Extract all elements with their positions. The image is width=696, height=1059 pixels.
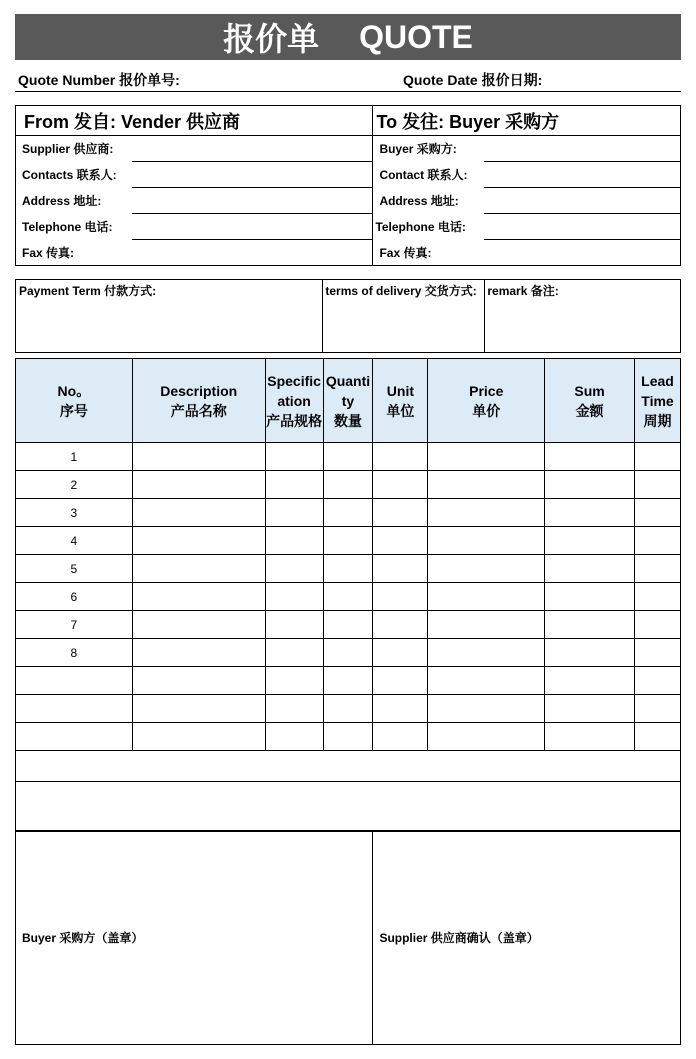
to-fax-input[interactable] (484, 240, 681, 266)
buyer-input[interactable] (484, 136, 681, 162)
item-cell[interactable] (323, 443, 373, 471)
party-table (15, 105, 681, 266)
item-cell[interactable] (265, 723, 323, 751)
item-cell[interactable] (634, 555, 680, 583)
item-cell[interactable] (373, 723, 428, 751)
table-row (16, 611, 681, 639)
col-quantity: Quantity 数量 (323, 359, 373, 443)
item-cell[interactable] (265, 639, 323, 667)
item-cell[interactable] (428, 471, 545, 499)
to-heading: To 发往: Buyer 采购方 (373, 106, 681, 136)
items-body (16, 443, 681, 751)
item-cell[interactable] (265, 583, 323, 611)
row-number-cell: 6 (16, 583, 133, 611)
table-row (16, 527, 681, 555)
row-number-cell: 3 (16, 499, 133, 527)
item-cell[interactable] (265, 555, 323, 583)
row-number-cell: 7 (16, 611, 133, 639)
item-cell[interactable] (634, 639, 680, 667)
item-cell[interactable] (545, 499, 635, 527)
item-cell[interactable] (265, 611, 323, 639)
item-cell[interactable] (545, 667, 635, 695)
item-cell[interactable] (545, 555, 635, 583)
item-cell[interactable] (132, 583, 265, 611)
item-cell[interactable] (428, 695, 545, 723)
terms-table (15, 279, 681, 353)
supplier-input[interactable] (132, 136, 373, 162)
item-cell[interactable] (545, 583, 635, 611)
signature-table (15, 830, 681, 1045)
item-cell[interactable] (545, 471, 635, 499)
delivery-term-cell[interactable] (323, 280, 485, 353)
item-cell[interactable] (373, 695, 428, 723)
item-cell[interactable] (634, 695, 680, 723)
to-telephone-input[interactable] (484, 214, 681, 240)
total-row[interactable] (16, 751, 681, 782)
item-cell[interactable] (545, 527, 635, 555)
item-cell[interactable] (428, 583, 545, 611)
item-cell[interactable] (323, 555, 373, 583)
to-field-fax: Fax 传真: (373, 240, 484, 266)
item-cell[interactable] (132, 639, 265, 667)
item-cell[interactable] (323, 527, 373, 555)
item-cell[interactable] (428, 499, 545, 527)
item-cell[interactable] (373, 611, 428, 639)
item-cell[interactable] (323, 667, 373, 695)
col-lead-time: Lead Time 周期 (634, 359, 680, 443)
from-telephone-input[interactable] (132, 214, 373, 240)
from-fax-input[interactable] (132, 240, 373, 266)
item-cell[interactable] (132, 723, 265, 751)
item-cell[interactable] (373, 583, 428, 611)
table-row (16, 583, 681, 611)
delivery-term-label: terms of delivery 交货方式: (325, 284, 477, 298)
item-cell[interactable] (132, 667, 265, 695)
from-field-fax: Fax 传真: (16, 240, 133, 266)
item-cell[interactable] (428, 723, 545, 751)
col-no: No。 序号 (16, 359, 133, 443)
item-cell[interactable] (373, 471, 428, 499)
item-cell[interactable] (634, 667, 680, 695)
from-heading: From 发自: Vender 供应商 (16, 106, 373, 136)
item-cell[interactable] (323, 471, 373, 499)
item-cell[interactable] (428, 639, 545, 667)
quote-header-line (15, 66, 681, 92)
item-cell[interactable] (634, 471, 680, 499)
item-cell[interactable] (373, 499, 428, 527)
item-cell[interactable] (265, 471, 323, 499)
from-field-contacts: Contacts 联系人: (16, 162, 133, 188)
row-number-cell (16, 667, 133, 695)
item-cell[interactable] (428, 555, 545, 583)
to-field-buyer: Buyer 采购方: (373, 136, 484, 162)
title-en: QUOTE (359, 18, 473, 55)
item-cell[interactable] (428, 527, 545, 555)
item-cell[interactable] (634, 499, 680, 527)
col-price: Price 单价 (428, 359, 545, 443)
to-address-input[interactable] (484, 188, 681, 214)
item-cell[interactable] (373, 555, 428, 583)
item-cell[interactable] (265, 695, 323, 723)
summary-table (15, 750, 681, 832)
item-cell[interactable] (373, 443, 428, 471)
supplier-stamp-label: Supplier 供应商确认（盖章） (379, 931, 539, 945)
item-cell[interactable] (323, 723, 373, 751)
table-row (16, 695, 681, 723)
item-cell[interactable] (545, 723, 635, 751)
row-number-cell (16, 723, 133, 751)
row-number-cell: 2 (16, 471, 133, 499)
item-cell[interactable] (265, 527, 323, 555)
table-row (16, 639, 681, 667)
item-cell[interactable] (634, 611, 680, 639)
item-cell[interactable] (265, 667, 323, 695)
quote-date-label: Quote Date 报价日期: (403, 72, 543, 88)
item-cell[interactable] (634, 723, 680, 751)
item-cell[interactable] (132, 471, 265, 499)
buyer-stamp-cell[interactable] (16, 831, 373, 1045)
table-row (16, 555, 681, 583)
item-cell[interactable] (323, 695, 373, 723)
item-cell[interactable] (132, 499, 265, 527)
to-contact-input[interactable] (484, 162, 681, 188)
col-description: Description 产品名称 (132, 359, 265, 443)
table-row (16, 471, 681, 499)
item-cell[interactable] (265, 443, 323, 471)
remark-label: remark 备注: (487, 284, 559, 298)
item-cell[interactable] (634, 583, 680, 611)
table-row (16, 499, 681, 527)
from-field-telephone: Telephone 电话: (16, 214, 133, 240)
title-cn: 报价单 (223, 21, 320, 57)
row-number-cell: 1 (16, 443, 133, 471)
item-cell[interactable] (634, 443, 680, 471)
item-cell[interactable] (545, 639, 635, 667)
supplier-stamp-cell[interactable] (373, 831, 681, 1045)
row-number-cell (16, 695, 133, 723)
item-cell[interactable] (323, 499, 373, 527)
payment-term-cell[interactable] (16, 280, 323, 353)
item-cell[interactable] (265, 499, 323, 527)
item-cell[interactable] (132, 527, 265, 555)
to-field-telephone: Telephone 电话: (373, 214, 484, 240)
buyer-stamp-label: Buyer 采购方（盖章） (22, 931, 144, 945)
row-number-cell: 5 (16, 555, 133, 583)
table-row (16, 723, 681, 751)
item-cell[interactable] (545, 611, 635, 639)
notes-row[interactable] (16, 782, 681, 832)
item-cell[interactable] (545, 443, 635, 471)
col-unit: Unit 单位 (373, 359, 428, 443)
item-cell[interactable] (132, 555, 265, 583)
items-header-row (16, 359, 681, 443)
item-cell[interactable] (373, 527, 428, 555)
item-cell[interactable] (428, 611, 545, 639)
to-field-contact: Contact 联系人: (373, 162, 484, 188)
payment-term-label: Payment Term 付款方式: (19, 284, 157, 298)
item-cell[interactable] (428, 443, 545, 471)
item-cell[interactable] (428, 667, 545, 695)
table-row (16, 667, 681, 695)
item-cell[interactable] (323, 639, 373, 667)
item-cell[interactable] (132, 443, 265, 471)
item-cell[interactable] (373, 667, 428, 695)
item-cell[interactable] (323, 611, 373, 639)
items-table (15, 358, 681, 751)
from-address-input[interactable] (132, 188, 373, 214)
table-row (16, 443, 681, 471)
page-title (15, 14, 681, 60)
col-specification: Specification 产品规格 (265, 359, 323, 443)
to-field-address: Address 地址: (373, 188, 484, 214)
item-cell[interactable] (545, 695, 635, 723)
from-field-supplier: Supplier 供应商: (16, 136, 133, 162)
item-cell[interactable] (132, 695, 265, 723)
item-cell[interactable] (634, 527, 680, 555)
col-sum: Sum 金额 (545, 359, 635, 443)
from-field-address: Address 地址: (16, 188, 133, 214)
row-number-cell: 8 (16, 639, 133, 667)
item-cell[interactable] (373, 639, 428, 667)
item-cell[interactable] (132, 611, 265, 639)
item-cell[interactable] (323, 583, 373, 611)
from-contacts-input[interactable] (132, 162, 373, 188)
row-number-cell: 4 (16, 527, 133, 555)
quote-number-label: Quote Number 报价单号: (18, 72, 180, 88)
remark-cell[interactable] (485, 280, 681, 353)
